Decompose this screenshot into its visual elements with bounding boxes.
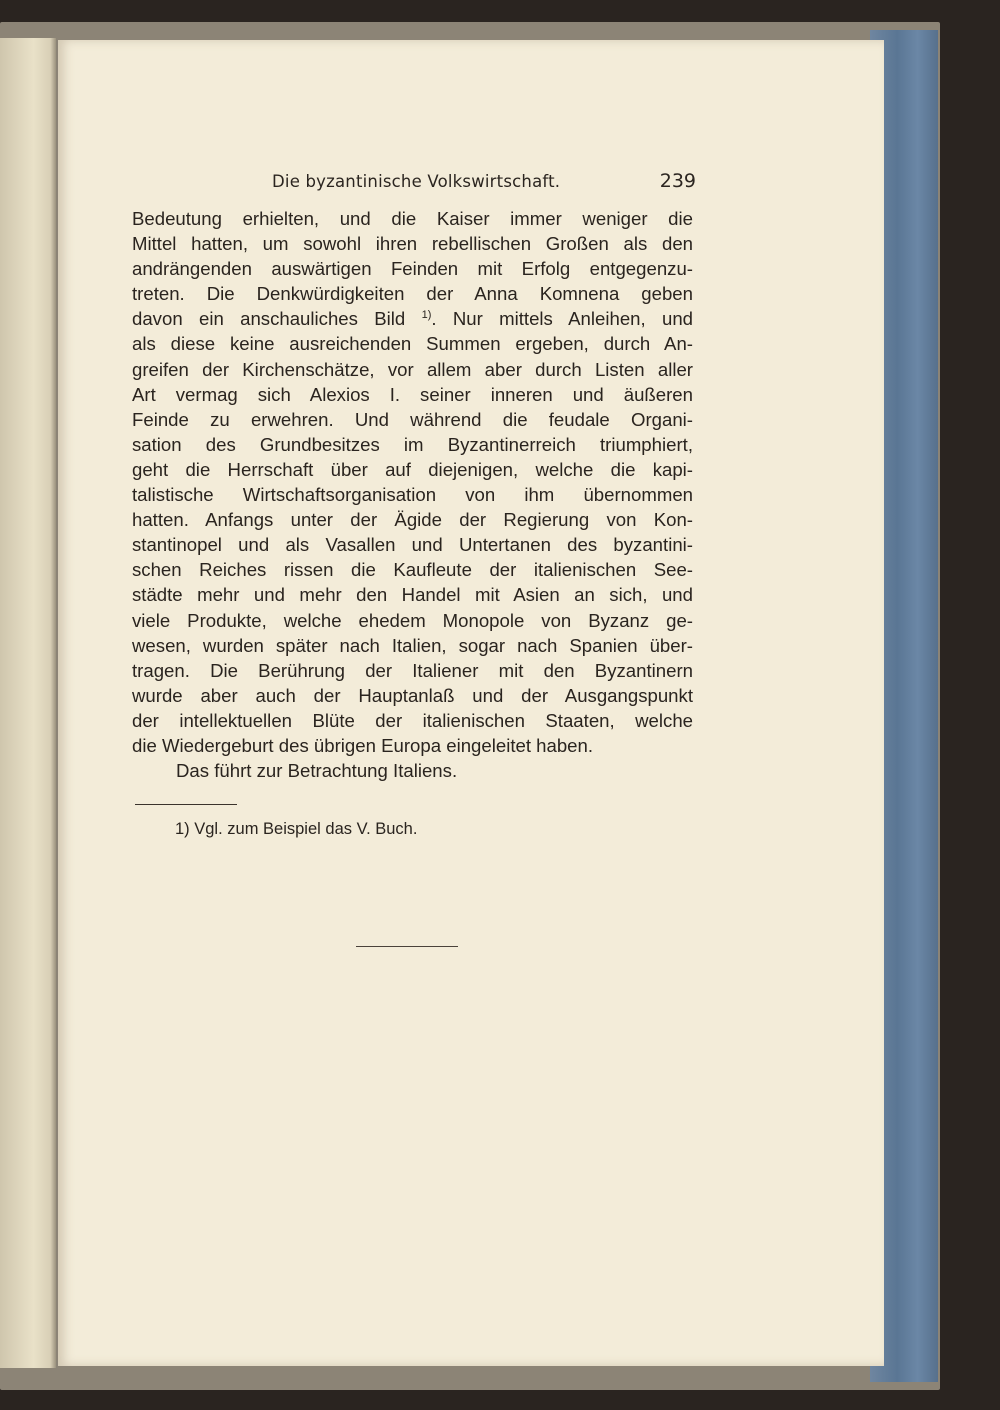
text-line: viele Produkte, welche ehedem Monopole von Byzanz ge- — [132, 609, 693, 631]
text-line: die Wiedergeburt des übrigen Europa eingeleitet haben. — [132, 734, 594, 756]
text-line: wurde aber auch der Hauptanlaß und der Ausgangspunkt — [132, 684, 693, 706]
text-line: talistische Wirtschaftsorganisation von ihm übernommen — [132, 484, 693, 506]
footnote-rule — [135, 804, 237, 805]
text-line: sation des Grundbesitzes im Byzantinerreich triumphiert, — [132, 433, 693, 455]
text-line-with-footnote — [132, 306, 693, 331]
text-line: stantinopel und als Vasallen und Untertanen des byzantini- — [132, 534, 693, 556]
text-line: treten. Die Denkwürdigkeiten der Anna Komnena geben — [132, 283, 693, 305]
text-line: Art vermag sich Alexios I. seiner inneren und äußeren — [132, 383, 693, 405]
end-rule — [356, 946, 458, 947]
text-line: greifen der Kirchenschätze, vor allem aber durch Listen aller — [132, 358, 693, 380]
page-number: 239 — [659, 170, 696, 192]
page-header — [272, 172, 696, 198]
text-fragment: davon ein anschauliches Bild — [132, 308, 406, 330]
text-line: andrängenden auswärtigen Feinden mit Erfolg entgegenzu- — [132, 258, 693, 280]
text-line: Mittel hatten, um sowohl ihren rebellischen Großen als den — [132, 233, 693, 255]
footnote: 1) Vgl. zum Beispiel das V. Buch. — [175, 820, 418, 838]
text-line: Bedeutung erhielten, und die Kaiser immer weniger die — [132, 208, 693, 229]
text-line: der intellektuellen Blüte der italienischen Staaten, welche — [132, 709, 693, 731]
text-line: tragen. Die Berührung der Italiener mit den Byzantinern — [132, 659, 693, 681]
facing-page-edge — [0, 38, 56, 1368]
text-line: städte mehr und mehr den Handel mit Asien an sich, und — [132, 584, 693, 606]
text-line: Das führt zur Betrachtung Italiens. — [176, 760, 458, 782]
text-line: schen Reiches rissen die Kaufleute der italienischen See- — [132, 559, 693, 581]
main-text — [132, 206, 693, 783]
text-fragment: . Nur mittels Anleihen, und — [431, 308, 694, 330]
running-title: Die byzantinische Volkswirtschaft. — [272, 172, 561, 191]
text-line: hatten. Anfangs unter der Ägide der Regierung von Kon- — [132, 509, 693, 531]
text-line: Feinde zu erwehren. Und während die feudale Organi- — [132, 408, 693, 430]
text-line: geht die Herrschaft über auf diejenigen, welche die kapi- — [132, 458, 693, 480]
text-line: wesen, wurden später nach Italien, sogar nach Spanien über- — [132, 634, 693, 656]
footnote-marker: 1) — [421, 309, 432, 322]
text-line: als diese keine ausreichenden Summen ergeben, durch An- — [132, 333, 693, 355]
